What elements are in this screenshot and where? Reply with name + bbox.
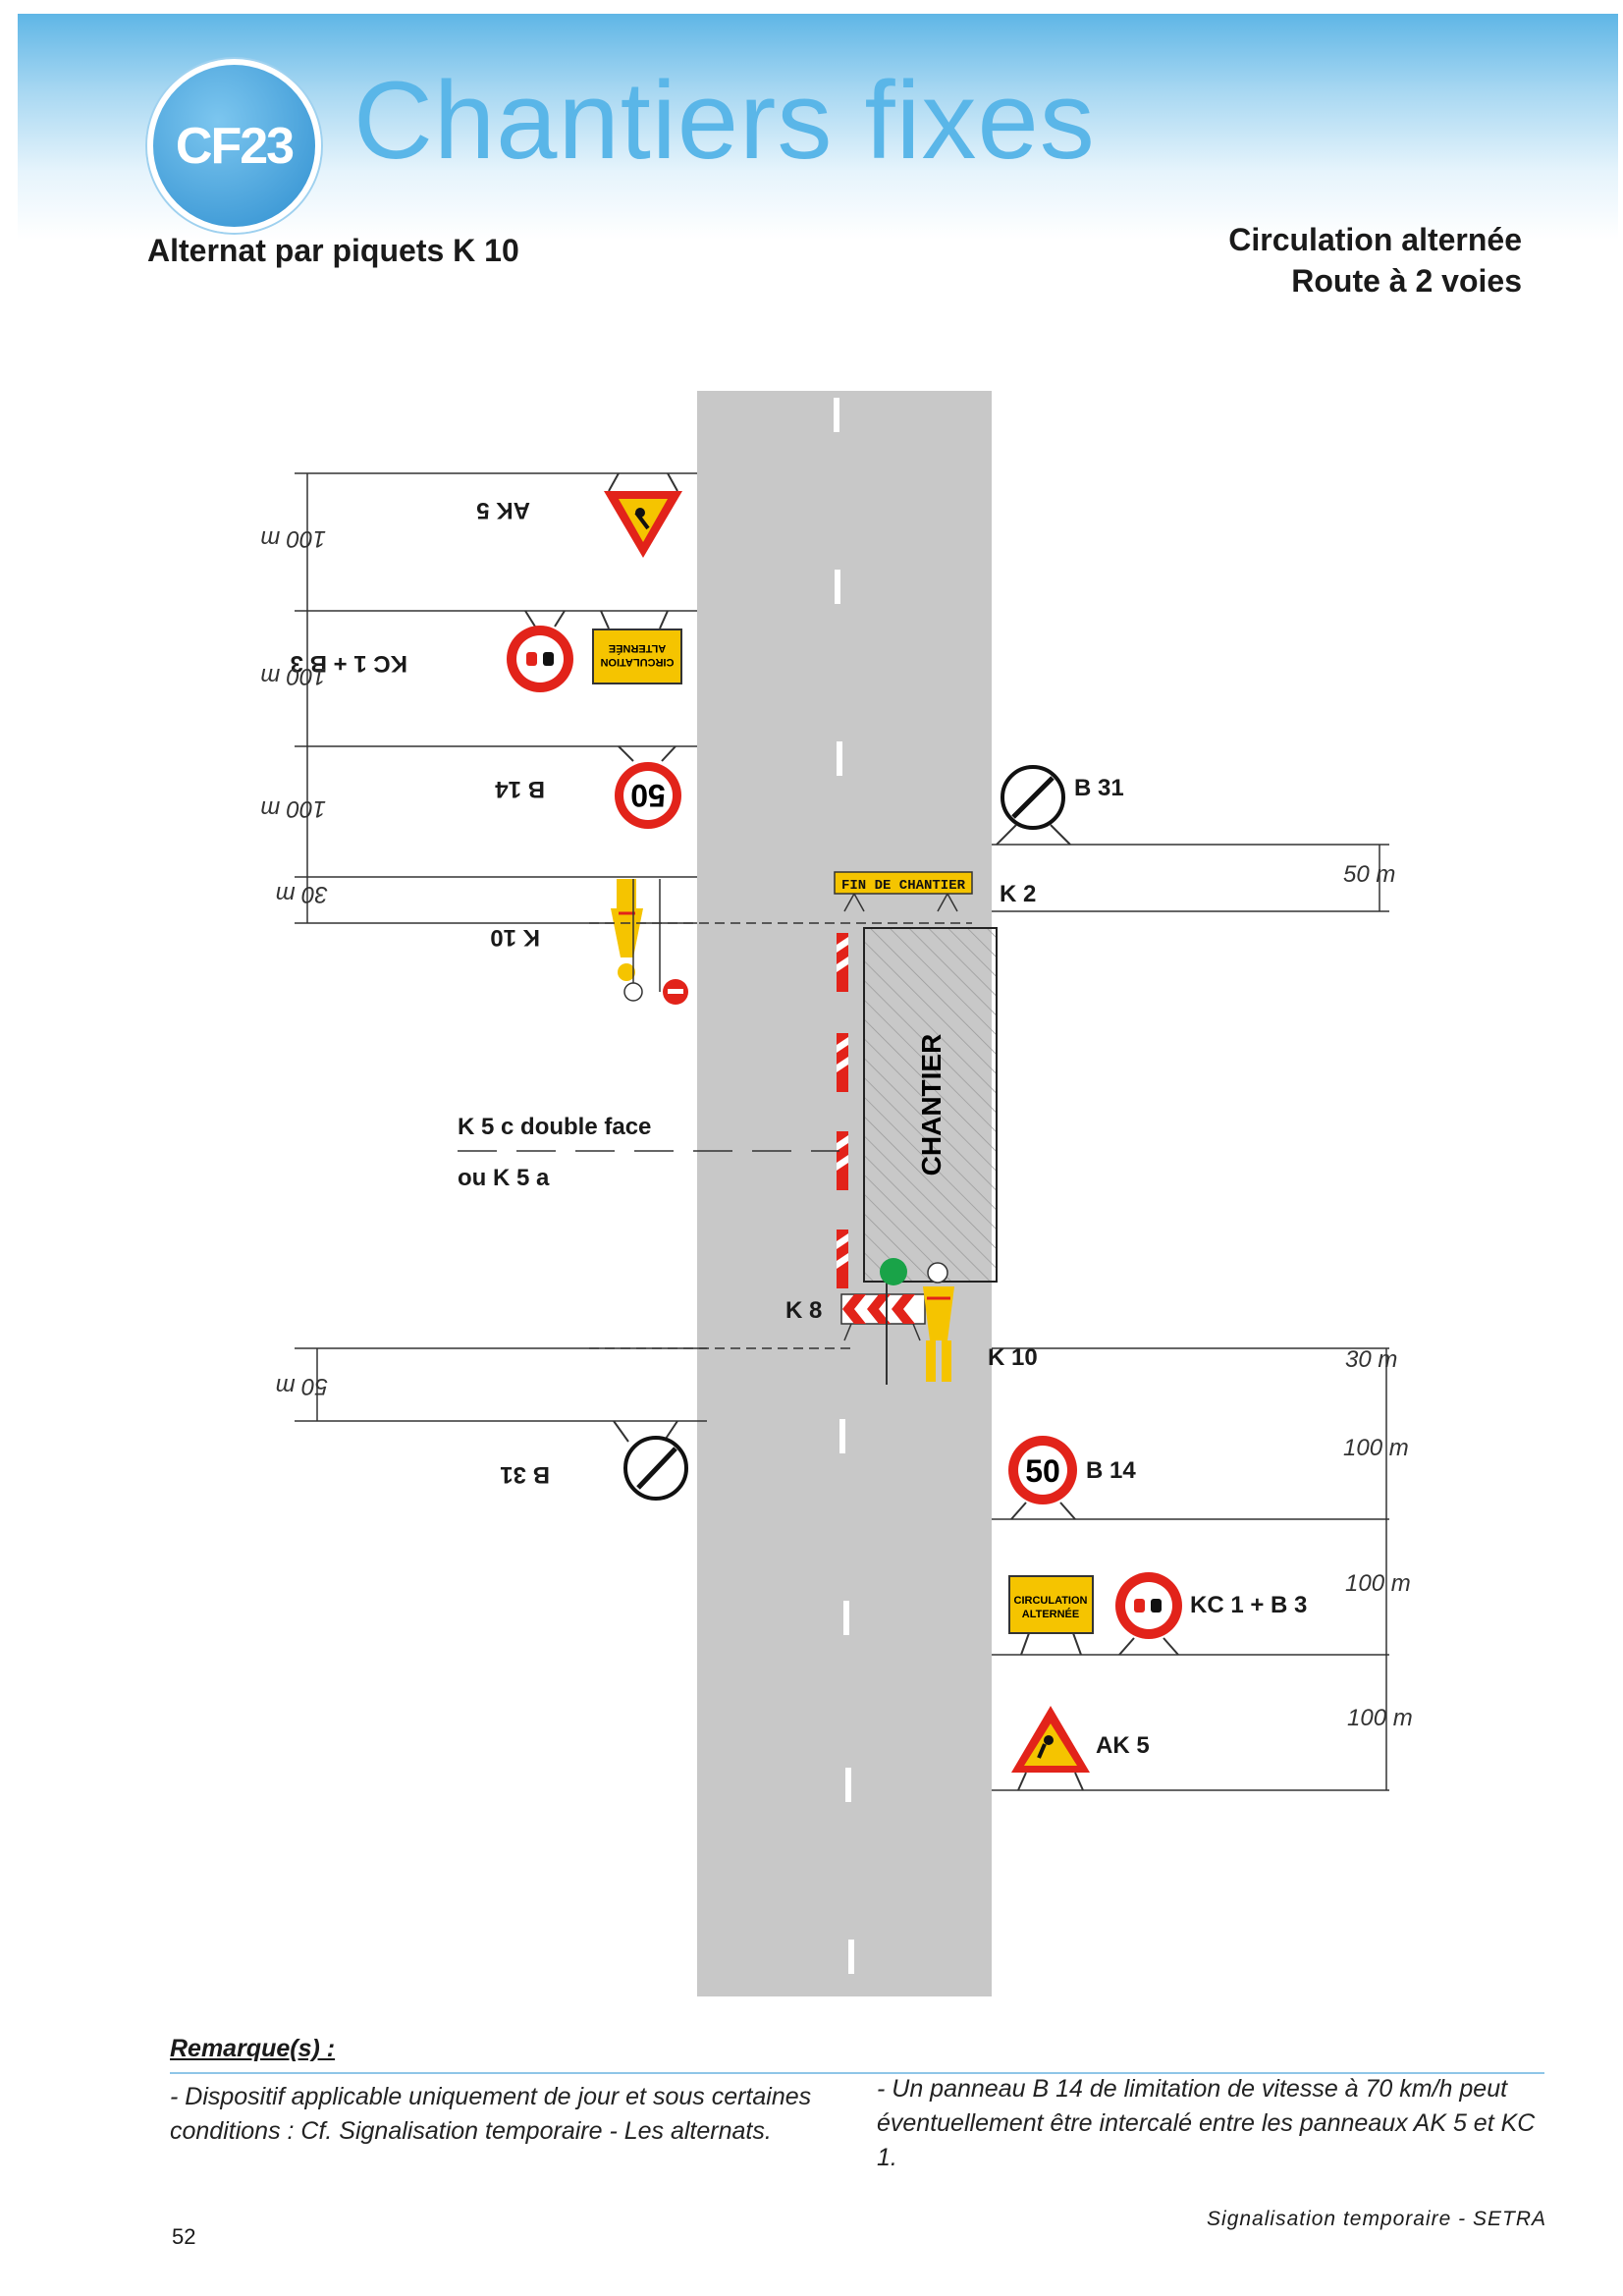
- speed-value-right: 50: [1025, 1453, 1060, 1489]
- subtitle-right-line2: Route à 2 voies: [1291, 263, 1522, 299]
- left-distance-4: 30 m: [275, 881, 328, 907]
- k2-label: K 2: [1000, 881, 1037, 907]
- ak5-label-left: AK 5: [476, 497, 530, 523]
- ak5-sign-left: [604, 473, 682, 558]
- b31-label-right: B 31: [1074, 775, 1124, 801]
- kc1-b3-sign-right: [1115, 1572, 1182, 1655]
- k8-label: K 8: [785, 1297, 823, 1324]
- circulation-text-left-1: CIRCULATION: [600, 656, 675, 668]
- page-title: Chantiers fixes: [353, 59, 1096, 182]
- kc1-b3-label-right: KC 1 + B 3: [1190, 1592, 1308, 1618]
- b31-sign-left: [614, 1421, 686, 1499]
- b31-sign-right: [997, 767, 1070, 845]
- left-distance-3: 100 m: [260, 795, 326, 822]
- b14-label-left: B 14: [495, 776, 545, 802]
- chantier-label: CHANTIER: [916, 1033, 947, 1176]
- right-distance-2: 30 m: [1345, 1346, 1398, 1373]
- b14-label-right: B 14: [1086, 1457, 1136, 1484]
- b14-sign-right: [1008, 1436, 1077, 1519]
- remark-left: - Dispositif applicable uniquement de jour et sous certaines conditions : Cf. Signalisation temporaire - Les alternats.: [170, 2083, 812, 2145]
- subtitle-left: Alternat par piquets K 10: [147, 233, 519, 268]
- fin-de-chantier-text: FIN DE CHANTIER: [840, 878, 966, 894]
- left-distance-1: 100 m: [260, 525, 326, 552]
- ak5-label-right: AK 5: [1096, 1732, 1150, 1759]
- ak5-sign-right: [1011, 1706, 1090, 1790]
- right-distance-3: 100 m: [1343, 1435, 1409, 1461]
- k5c-label-line1: K 5 c double face: [458, 1114, 652, 1140]
- right-reference-lines: [992, 845, 1389, 1790]
- k10-label-left: K 10: [490, 924, 540, 951]
- circulation-text-left-2: ALTERNÉE: [608, 642, 667, 654]
- kc1-b3-label-left: KC 1 + B 3: [290, 650, 407, 677]
- circulation-text-right-1: CIRCULATION: [1013, 1595, 1088, 1607]
- footer-source: Signalisation temporaire - SETRA: [1207, 2208, 1546, 2230]
- remarks-title: Remarque(s) :: [170, 2035, 336, 2062]
- k10-flagger-left: [611, 879, 688, 1005]
- circulation-text-right-2: ALTERNÉE: [1021, 1609, 1080, 1620]
- b14-sign-left: [615, 746, 681, 829]
- green-signal-paddle: [880, 1258, 907, 1285]
- k5c-label-line2: ou K 5 a: [458, 1165, 550, 1191]
- left-distance-2: 100 m: [260, 663, 326, 689]
- section-badge: CF23: [147, 59, 321, 233]
- left-distance-5: 50 m: [275, 1373, 328, 1399]
- subtitle-right-line1: Circulation alternée: [1228, 222, 1522, 257]
- b31-label-left: B 31: [500, 1461, 550, 1488]
- remark-right: - Un panneau B 14 de limitation de vitesse à 70 km/h peut éventuellement être intercalé entre les panneaux AK 5 et KC 1.: [877, 2075, 1536, 2171]
- right-distance-4: 100 m: [1345, 1570, 1411, 1597]
- right-distance-1: 50 m: [1343, 861, 1396, 888]
- page-number: 52: [172, 2224, 196, 2249]
- k10-label-right: K 10: [988, 1344, 1038, 1371]
- speed-value-left: 50: [630, 778, 666, 813]
- right-distance-5: 100 m: [1347, 1705, 1413, 1731]
